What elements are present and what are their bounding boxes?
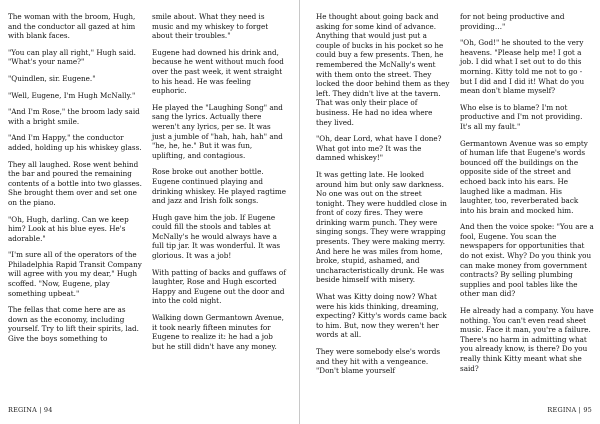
paragraph: "Well, Eugene, I'm Hugh McNally." — [8, 90, 136, 100]
paragraph: smile about. What they need is music and my whiskey to forget about their troubles." — [152, 12, 269, 41]
right-column-1 — [316, 12, 450, 383]
paragraph: Rose broke out another bottle. Eugene continued playing and drinking whiskey. He played ragtime and jazz and Irish folk songs. — [152, 167, 286, 206]
right-column-2 — [460, 12, 594, 380]
paragraph: for not being productive and providing…" — [460, 12, 565, 31]
right-page — [300, 0, 600, 424]
paragraph: "And I'm Happy," the conductor added, holding up his whiskey glass. — [8, 133, 142, 152]
paragraph: The fellas that come here are as down as the economy, including yourself. Try to lift their spirits, lad. Give the boys something to — [8, 305, 139, 344]
paragraph: Who else is to blame? I'm not productive and I'm not providing. It's all my fault." — [460, 102, 583, 131]
paragraph: Eugene had downed his drink and, because he went without much food over the past week, it went straight to his head. He was feeling euphoric. — [152, 47, 284, 96]
paragraph: "I'm sure all of the operators of the Philadelphia Rapid Transit Company will agree with you my dear," Hugh scoffed. "Now, Eugene, play something upbeat." — [8, 250, 142, 298]
paragraph: Germantown Avenue was so empty of human life that Eugene's words bounced off the buildings on the opposite side of the street and echoed back into his ears. He laughed like a madman. His laughter, too, reverberated back into his brain and mocked him. — [460, 138, 588, 215]
page-footer-left: REGINA | 94 — [8, 406, 53, 414]
paragraph: With patting of backs and guffaws of laughter, Rose and Hugh escorted Happy and Eugene out the door and into the cold night. — [152, 267, 286, 306]
paragraph: The woman with the broom, Hugh, and the conductor all gazed at him with blank faces. — [8, 12, 136, 41]
paragraph: "You can play all right," Hugh said. "What's your name?" — [8, 47, 136, 67]
paragraph: And then the voice spoke: "You are a fool, Eugene. You scan the newspapers for opportunities that do not exist. Why? Do you think you can make money from government contracts? By selling plumbing supplies and pool tables like the other man did? — [460, 222, 594, 299]
paragraph: "Oh, Hugh, darling. Can we keep him? Look at his blue eyes. He's adorable." — [8, 214, 129, 243]
paragraph: It was getting late. He looked around him but only saw darkness. No one was out on the street tonight. They were huddled close in front of cozy fires. They were drinking warm punch. They were singing songs. They were wrapping presents. They were making merry. And here he was miles from home, broke, stupid, ashamed, and uncharacteristically drunk. He was beside himself with misery. — [316, 169, 447, 285]
paragraph: He played the "Laughing Song" and sang the lyrics. Actually there weren't any lyrics, per se. It was just a jumble of "hah, hah, hah" and "he, he, he." But it was fun, uplifting, and contagious. — [152, 102, 283, 160]
left-column-1 — [8, 12, 142, 351]
paragraph: "Oh, dear Lord, what have I done? What got into me? It was the damned whiskey!" — [316, 134, 442, 163]
paragraph: He thought about going back and asking for some kind of advance. Anything that would just put a couple of bucks in his pocket so he could buy a few presents. Then, he remembered the McNally's went with them onto the street. They locked the door behind them as they left. They didn't live at the tavern. That was only their place of business. He had no idea where they lived. — [316, 12, 450, 127]
paragraph: Walking down Germantown Avenue, it took nearly fifteen minutes for Eugene to realize it: he had a job but he still didn't have any money. — [152, 313, 284, 351]
paragraph: What was Kitty doing now? What were his kids thinking, dreaming, expecting? Kitty's words came back to him. But, now they weren't her words at all. — [316, 292, 447, 340]
paragraph: Hugh gave him the job. If Eugene could fill the stools and tables at McNally's he would always have a full tip jar. It was wonderful. It was glorious. It was a job! — [152, 212, 281, 261]
page-footer-right: REGINA | 95 — [547, 406, 592, 414]
left-column-2 — [152, 12, 286, 358]
paragraph: They were somebody else's words and they hit with a vengeance. "Don't blame yourself — [316, 347, 441, 376]
paragraph: "And I'm Rose," the broom lady said with a bright smile. — [8, 107, 140, 126]
paragraph: He already had a company. You have nothing. You can't even read sheet music. Face it man, you're a failure. There's no harm in admitting what you already know, is there? Do you really think Kitty meant what she said? — [460, 306, 594, 373]
paragraph: "Oh, God!" he shouted to the very heavens. "Please help me! I got a job. I did what I set out to do this morning. Kitty told me not to go - but I did and I did it! What do you mean don't blame myself? — [460, 38, 585, 96]
paragraph: "Quindlen, sir. Eugene." — [8, 73, 96, 83]
paragraph: They all laughed. Rose went behind the bar and poured the remaining contents of a bottle into two glasses. She brought them over and set one on the piano. — [8, 159, 142, 207]
